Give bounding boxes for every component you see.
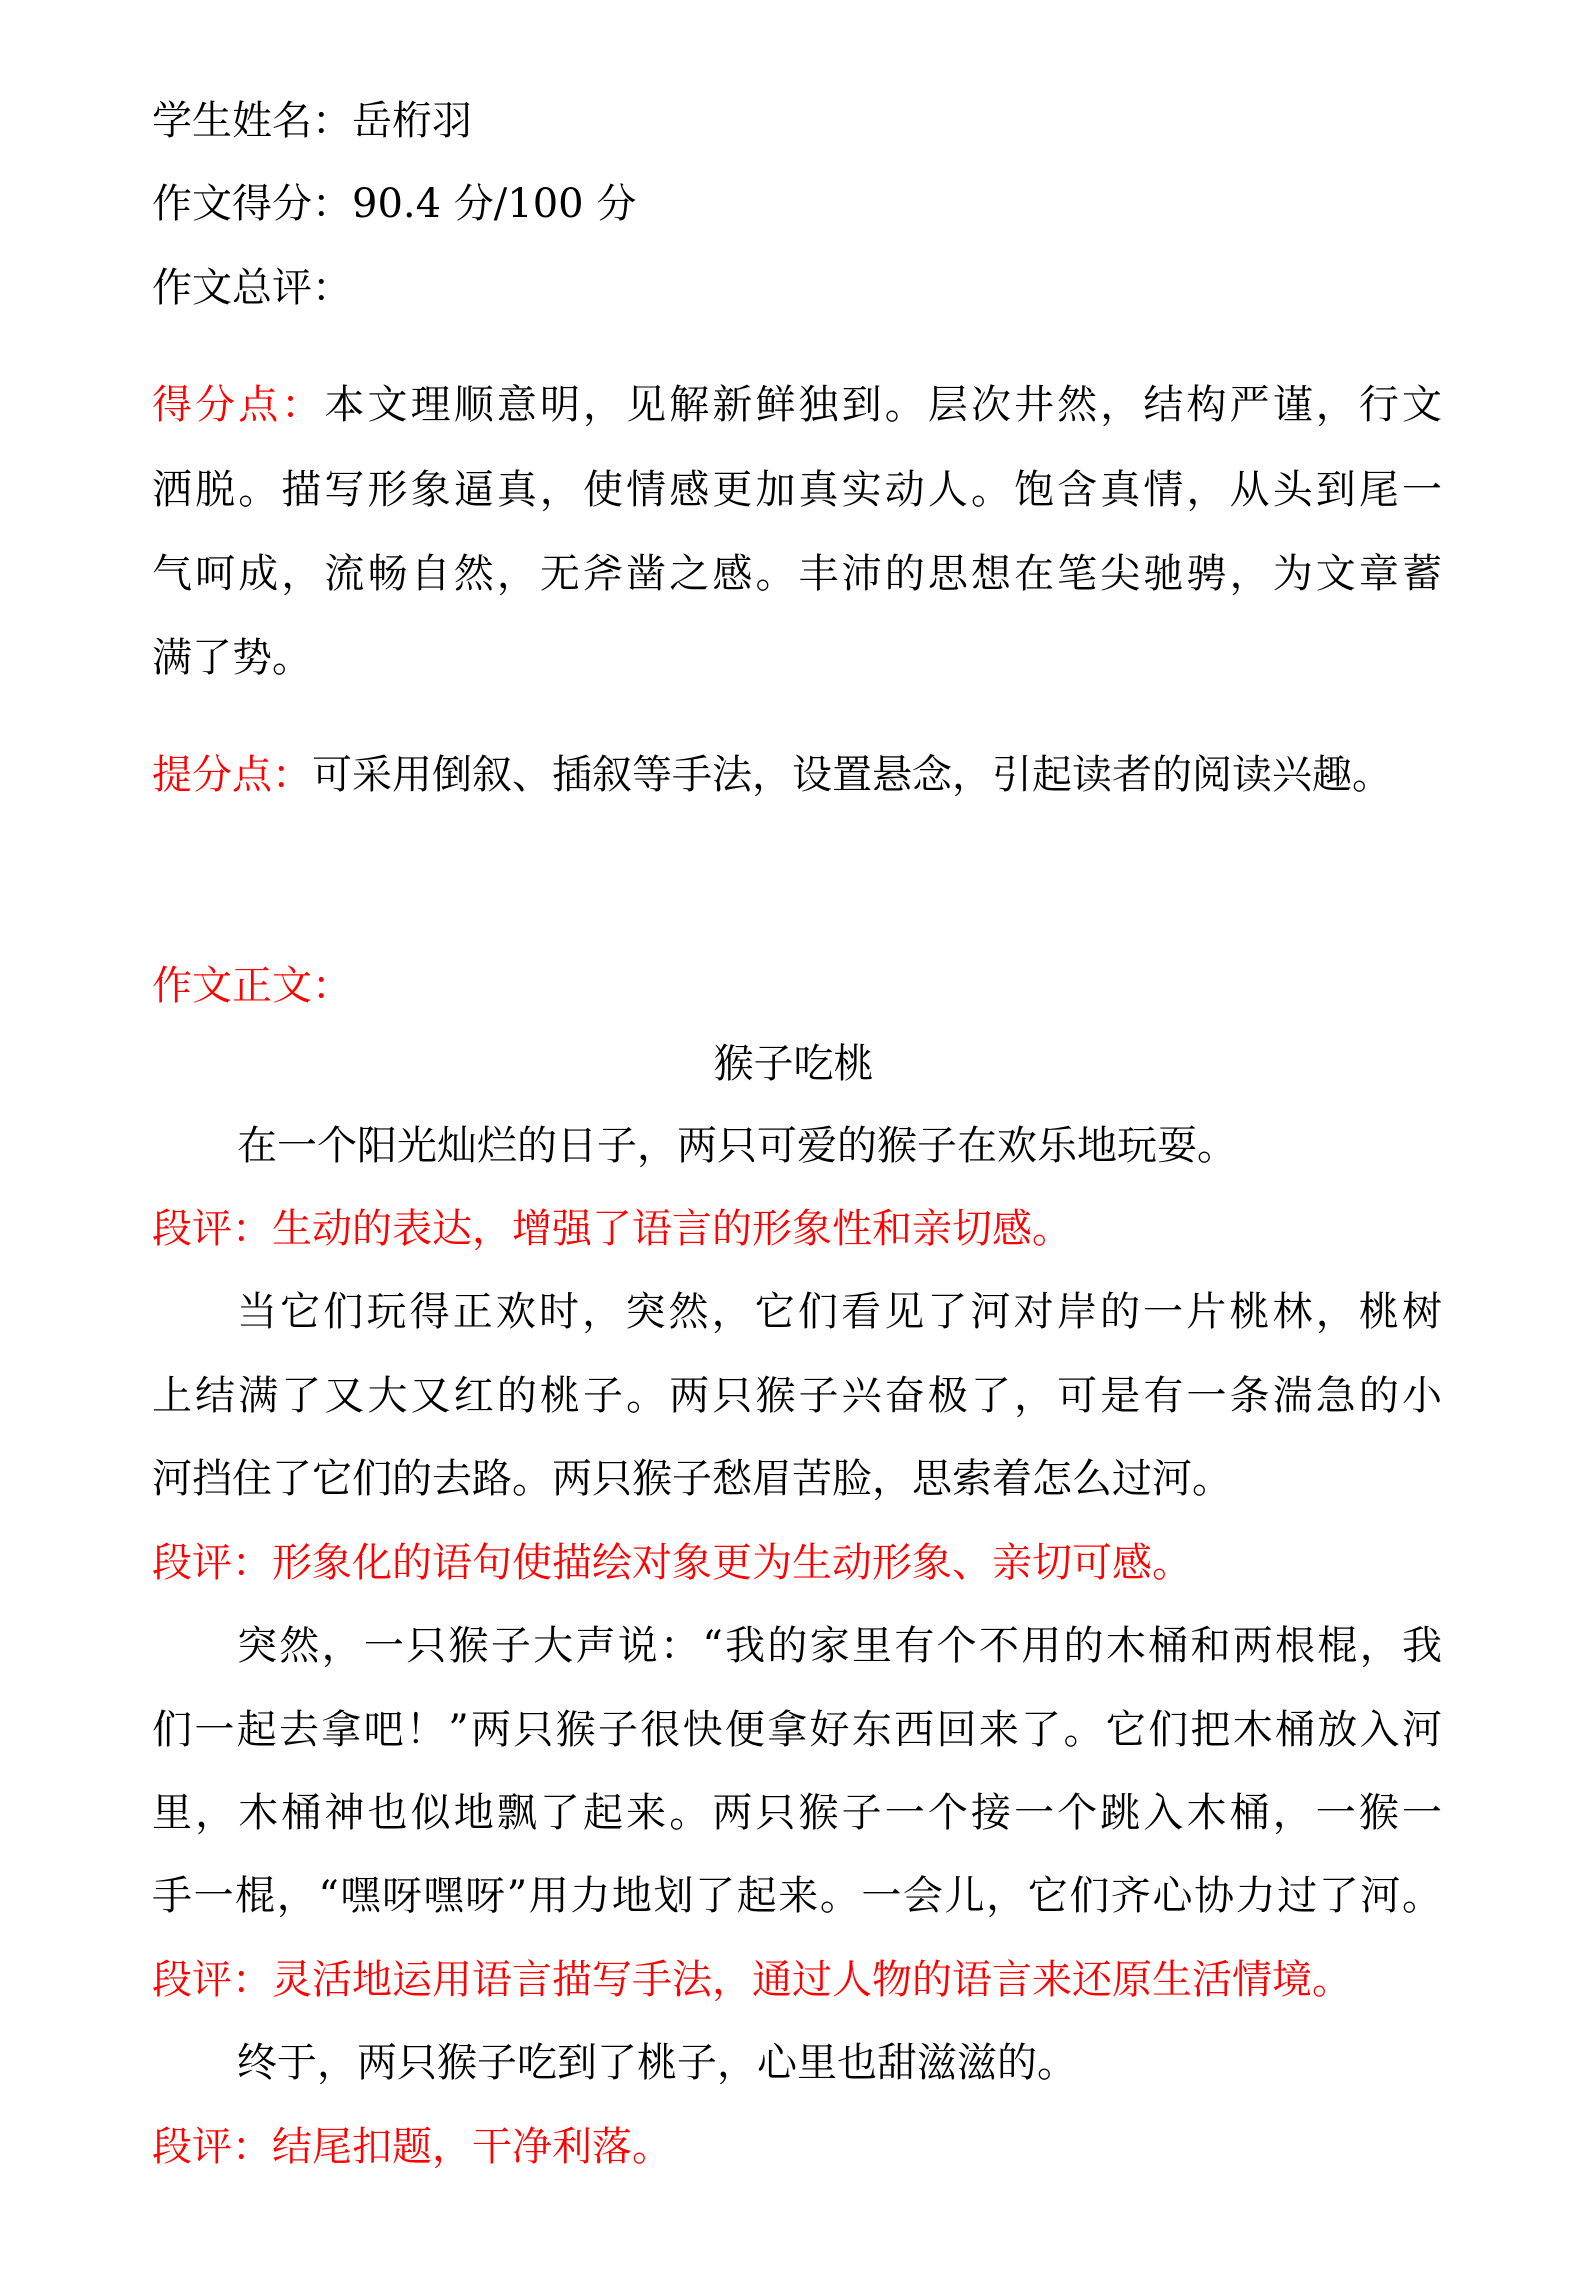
paragraph-3-line-3: 里，木桶神也似地飘了起来。两只猴子一个接一个跳入木桶，一猴一 (152, 1790, 1442, 1836)
score-value: 90.4 分/100 分 (352, 181, 637, 227)
improvement-text: 可采用倒叙、插叙等手法，设置悬念，引起读者的阅读兴趣。 (312, 752, 1392, 798)
paragraph-2-line-3: 河挡住了它们的去路。两只猴子愁眉苦脸，思索着怎么过河。 (152, 1456, 1232, 1502)
paragraph-3-line-1: 突然，一只猴子大声说：“我的家里有个不用的木桶和两根棍，我 (237, 1623, 1442, 1669)
strengths-line-1 (152, 381, 1442, 429)
paragraph-2-line-1: 当它们玩得正欢时，突然，它们看见了河对岸的一片桃林，桃树 (237, 1289, 1442, 1335)
strengths-line-3: 气呵成，流畅自然，无斧凿之感。丰沛的思想在笔尖驰骋，为文章蓄 (152, 551, 1442, 597)
improvement-row (152, 751, 1442, 799)
comment-text: 灵活地运用语言描写手法，通过人物的语言来还原生活情境。 (272, 1957, 1352, 2003)
student-name-label: 学生姓名： (152, 98, 352, 144)
overall-review-label: 作文总评： (152, 265, 352, 311)
score-label: 作文得分： (152, 181, 352, 227)
comment-text: 形象化的语句使描绘对象更为生动形象、亲切可感。 (272, 1540, 1192, 1586)
paragraph-comment-4 (152, 2123, 1442, 2171)
paragraph-3-line-4: 手一棍，“嘿呀嘿呀”用力地划了起来。一会儿，它们齐心协力过了河。 (152, 1873, 1442, 1919)
score-row (152, 180, 1442, 228)
strengths-line-2: 洒脱。描写形象逼真，使情感更加真实动人。饱含真情，从头到尾一 (152, 467, 1442, 513)
strengths-label: 得分点： (152, 382, 325, 428)
paragraph-comment-2 (152, 1539, 1442, 1587)
paragraph-2-line-2: 上结满了又大又红的桃子。两只猴子兴奋极了，可是有一条湍急的小 (152, 1373, 1442, 1419)
paragraph-comment-1 (152, 1205, 1442, 1253)
comment-text: 结尾扣题，干净利落。 (272, 2124, 672, 2170)
strengths-text: 本文理顺意明，见解新鲜独到。层次井然，结构严谨，行文 (324, 382, 1443, 428)
paragraph-1-line-1: 在一个阳光灿烂的日子，两只可爱的猴子在欢乐地玩耍。 (237, 1123, 1237, 1169)
comment-label: 段评： (152, 1957, 272, 2003)
student-name-value: 岳桁羽 (352, 98, 472, 144)
comment-label: 段评： (152, 2124, 272, 2170)
improvement-label: 提分点： (152, 752, 312, 798)
paragraph-4-line-1: 终于，两只猴子吃到了桃子，心里也甜滋滋的。 (237, 2040, 1077, 2086)
essay-title: 猴子吃桃 (713, 1041, 874, 1087)
paragraph-comment-3 (152, 1956, 1442, 2004)
strengths-line-4: 满了势。 (152, 635, 312, 681)
comment-label: 段评： (152, 1540, 272, 1586)
comment-text: 生动的表达，增强了语言的形象性和亲切感。 (272, 1206, 1072, 1252)
paragraph-3-line-2: 们一起去拿吧！”两只猴子很快便拿好东西回来了。它们把木桶放入河 (152, 1707, 1442, 1753)
essay-section-label: 作文正文： (152, 963, 352, 1009)
student-name-row (152, 97, 1442, 145)
comment-label: 段评： (152, 1206, 272, 1252)
